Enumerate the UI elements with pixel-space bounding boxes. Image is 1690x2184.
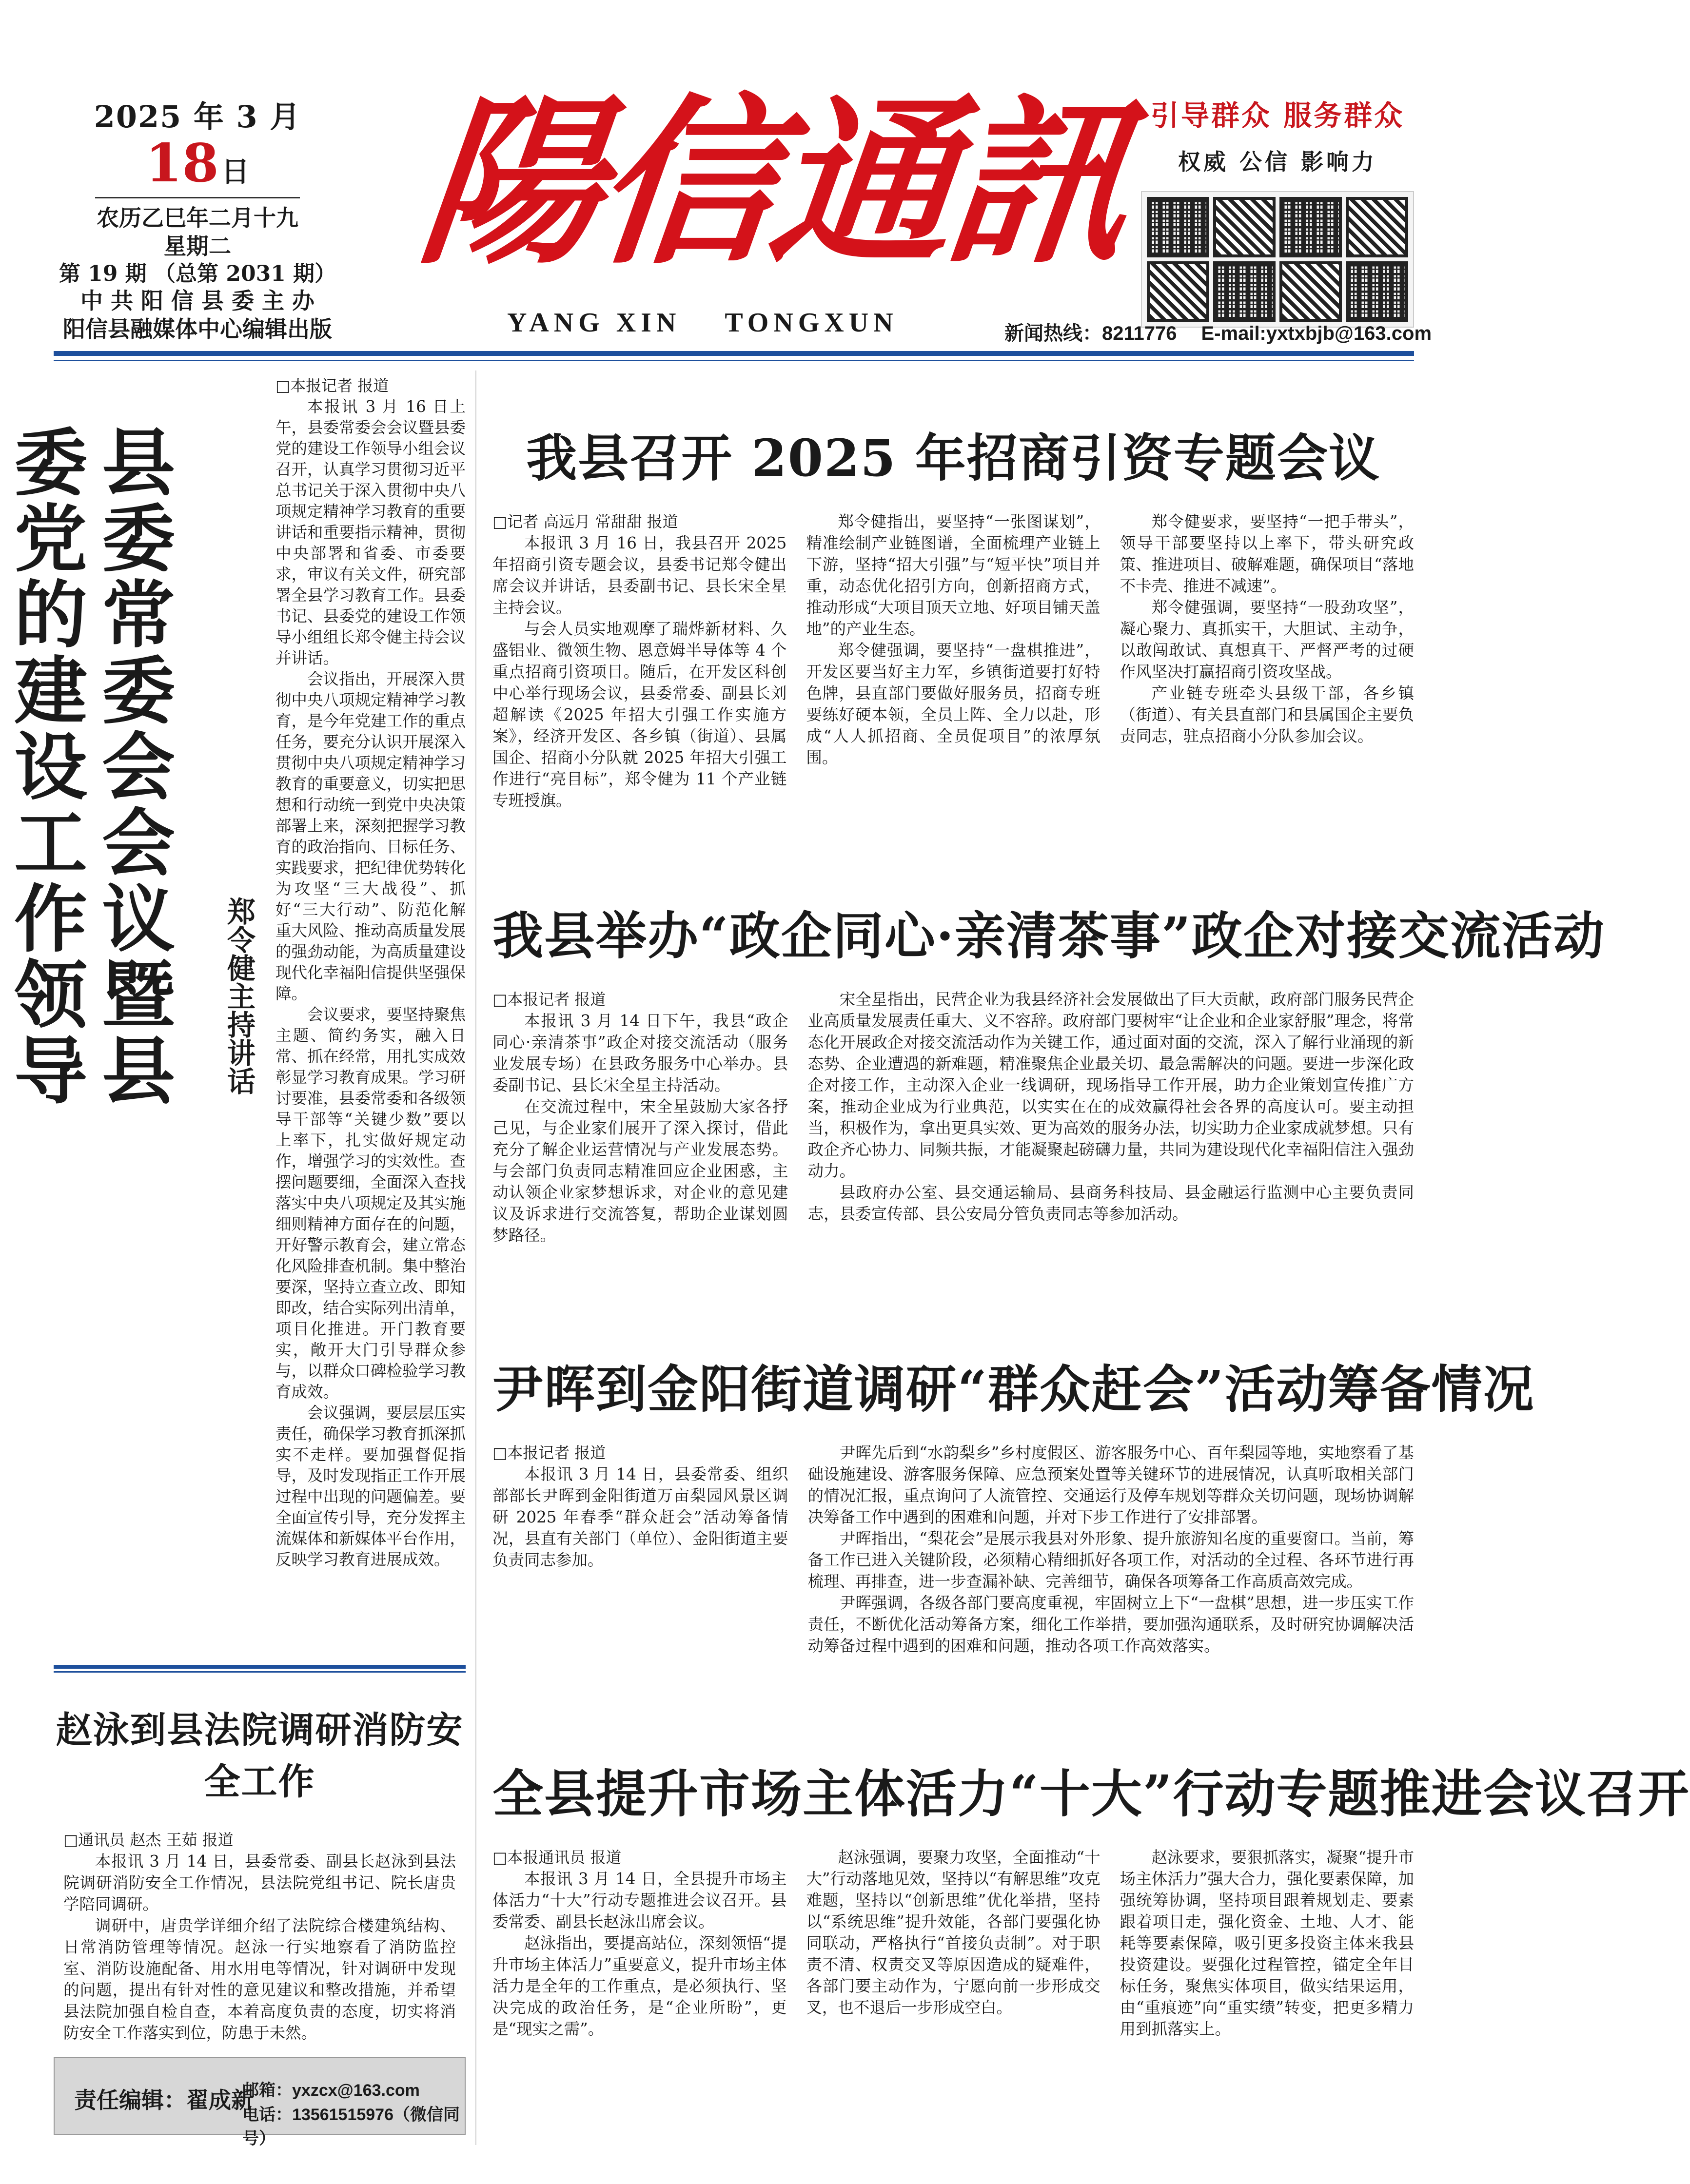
article-headline[interactable]: 尹晖到金阳街道调研“群众赶会”活动筹备情况 bbox=[492, 1359, 1535, 1419]
article-byline: □本报通讯员 报道 bbox=[492, 1848, 622, 1867]
section-divider bbox=[54, 1665, 466, 1669]
date-divider bbox=[95, 197, 300, 198]
article-byline: □记者 高远月 常甜甜 报道 bbox=[492, 512, 678, 531]
qr-code-icon[interactable] bbox=[1147, 261, 1209, 322]
qr-code-panel bbox=[1141, 191, 1414, 328]
article-paragraph: 郑令健强调，要坚持“一盘棋推进”，开发区要当好主力军，乡镇街道要打好特色牌，县直部门要做好服务员，招商专班要练好硬本领，全员上阵、全力以赴，形成“人人抓招商、全员促项目”的浓厚氛围。 bbox=[806, 641, 1100, 767]
article-fire-safety bbox=[54, 1682, 466, 2044]
editor-in-charge: 责任编辑：翟成新 bbox=[74, 2087, 254, 2113]
article-paragraph: 郑令健要求，要坚持“一把手带头”，领导干部要坚持以上率下，带头研究政策、推进项目、破解难题，确保项目“落地不卡壳、推进不减速”。 bbox=[1120, 512, 1414, 595]
slogan-secondary: 权威 公信 影响力 bbox=[1178, 149, 1377, 175]
article-paragraph: 本报讯 3 月 14 日下午，我县“政企同心·亲清茶事”政企对接交流活动（服务业发展专场）在县政务服务中心举办。县委副书记、县长宋全星主持活动。 bbox=[492, 1011, 788, 1094]
qr-code-icon[interactable] bbox=[1346, 197, 1408, 257]
article-column bbox=[1120, 511, 1414, 811]
masthead-rule bbox=[54, 351, 1414, 356]
editor-email[interactable]: 邮箱：yxzcx@163.com bbox=[242, 2081, 420, 2100]
article-paragraph: 本报讯 3 月 14 日，全县提升市场主体活力“十大”行动专题推进会议召开。县委常委、副县长赵泳出席会议。 bbox=[492, 1869, 787, 1931]
article-headline[interactable]: 全县提升市场主体活力“十大”行动专题推进会议召开 bbox=[492, 1764, 1690, 1824]
article-column bbox=[1120, 1847, 1414, 2040]
lead-paragraph: 会议要求，要坚持聚焦主题、简约务实，融入日常、抓在经常，用扎实成效彰显学习教育成果。学习研讨要准，县委常委和各级领导干部等“关键少数”要以上率下，扎实做好规定动作，增强学习的实效性。查摆问题要细，全面深入查找落实中央八项规定及其实施细则精神方面存在的问题，开好警示教育会，建立常态化风险排查机制。集中整治要深，坚持立查立改、即知即改，结合实际列出清单，项目化推进。开门教育要实，敞开大门引导群众参与，以群众口碑检验学习教育成效。 bbox=[275, 1005, 466, 1401]
pinyin-part-1: YANG XIN bbox=[507, 308, 681, 338]
publisher-line-1: 中 共 阳 信 县 委 主 办 bbox=[80, 288, 315, 314]
article-paragraph: 尹晖指出，“梨花会”是展示我县对外形象、提升旅游知名度的重要窗口。当前，筹备工作已进入关键阶段，必须精心精细抓好各项工作，对活动的全过程、各环节进行再梳理、再排查，进一步查漏补缺、完善细节，确保各项筹备工作高质高效完成。 bbox=[807, 1529, 1414, 1591]
issue-number: 第 19 期 （总第 2031 期） bbox=[59, 261, 336, 287]
weekday: 星期二 bbox=[164, 233, 231, 259]
news-hotline: 新闻热线：8211776 bbox=[1004, 323, 1177, 344]
article-byline: □本报记者 报道 bbox=[492, 990, 606, 1009]
article-paragraph: 赵泳要求，要狠抓落实，凝聚“提升市场主体活力”强大合力，强化要素保障，加强统筹协调，坚持项目跟着规划走、要素跟着项目走，强化资金、土地、人才、能耗等要素保障，吸引更多投资主体来我县投资建设。要强化过程管控，锚定全年目标任务，聚焦实体项目，做实结果运用，由“重痕迹”向“重实绩”转变，把更多精力用到抓落实上。 bbox=[1120, 1848, 1414, 2038]
qr-code-icon[interactable] bbox=[1213, 197, 1276, 257]
date-day-line bbox=[54, 133, 341, 194]
contact-line bbox=[1004, 318, 1432, 346]
lunar-date: 农历乙巳年二月十九 bbox=[97, 205, 298, 232]
newspaper-pinyin bbox=[507, 307, 942, 338]
lead-article bbox=[1, 370, 466, 1569]
article-event-preparation bbox=[492, 1359, 1535, 1657]
column-divider bbox=[475, 370, 476, 2145]
article-business-exchange bbox=[492, 906, 1605, 1246]
lead-body bbox=[275, 375, 466, 1570]
article-paragraph: 赵泳强调，要聚力攻坚，全面推动“十大”行动落地见效，坚持以“有解思维”攻克难题，坚持以“创新思维”优化举措，坚持以“系统思维”提升效能，各部门要强化协同联动，严格执行“首接负责制”。对于职责不清、权责交叉等原因造成的疑难件，各部门要主动作为，宁愿向前一步形成交叉，也不退后一步形成空白。 bbox=[806, 1848, 1100, 2017]
lead-paragraph: 本报讯 3 月 16 日上午，县委常委会会议暨县委党的建设工作领导小组会议召开，认真学习贯彻习近平总书记关于深入贯彻中央八项规定精神学习教育的重要讲话和重要指示精神，贯彻中央部署和省委、市委要求，审议有关文件，研究部署全县学习教育工作。县委书记、县委党的建设工作领导小组组长郑令健主持会议并讲话。 bbox=[275, 397, 466, 667]
article-column-wide bbox=[808, 989, 1414, 1246]
date-block bbox=[54, 93, 341, 343]
article-investment-meeting bbox=[492, 429, 1414, 811]
date-day: 18 bbox=[145, 133, 219, 194]
qr-code-icon[interactable] bbox=[1279, 261, 1342, 322]
article-paragraph: 调研中，唐贵学详细介绍了法院综合楼建筑结构、日常消防管理等情况。赵泳一行实地察看了消防监控室、消防设施配备、用水用电等情况，针对调研中发现的问题，提出有针对性的意见建议和整改措施，并希望县法院加强自检自查，本着高度负责的态度，切实将消防安全工作落实到位，防患于未然。 bbox=[63, 1916, 456, 2042]
slogan-primary: 引导群众 服务群众 bbox=[1150, 99, 1405, 132]
masthead-rule-thin bbox=[54, 360, 1414, 361]
slogan-block bbox=[1141, 93, 1414, 328]
article-paragraph: 与会人员实地观摩了瑞烨新材料、久盛铝业、微领生物、恩意姆半导体等 4 个重点招商引资项目。随后，在开发区科创中心举行现场会议，县委常委、副县长刘超解读《2025 年招大引强工作实施方案》，经济开发区、各乡镇（街道）、县属国企、招商小分队就 2025 年招大引强工作进行“亮目标”，郑令健为 11 个产业链专班授旗。 bbox=[492, 619, 787, 810]
qr-code-icon[interactable] bbox=[1346, 261, 1408, 322]
pinyin-part-2: TONGXUN bbox=[725, 308, 898, 338]
article-paragraph: 在交流过程中，宋全星鼓励大家各抒己见，与企业家们展开了深入探讨，借此充分了解企业运营情况与产业发展态势。与会部门负责同志精准回应企业困惑，主动认领企业家梦想诉求，对企业的意见建议及诉求进行交流答复，帮助企业谋划圆梦路径。 bbox=[492, 1097, 788, 1245]
article-paragraph: 本报讯 3 月 14 日，县委常委、组织部部长尹晖到金阳街道万亩梨园风景区调研 2025 年春季“群众赶会”活动筹备情况，县直有关部门（单位）、金阳街道主要负责同志参加。 bbox=[492, 1464, 788, 1569]
newspaper-title: 陽信通訊 bbox=[411, 77, 1135, 289]
editor-phone: 电话：13561515976（微信同号） bbox=[242, 2106, 460, 2148]
article-paragraph: 县政府办公室、县交通运输局、县商务科技局、县金融运行监测中心主要负责同志，县委宣传部、县公安局分管负责同志等参加活动。 bbox=[807, 1183, 1414, 1223]
article-body bbox=[54, 1829, 466, 2044]
article-paragraph: 尹晖强调，各级各部门要高度重视，牢固树立上下“一盘棋”思想，进一步压实工作责任，不断优化活动筹备方案，细化工作举措，要加强沟通联系，及时研究协调解决活动筹备过程中遇到的困难和问题，推动各项工作高效落实。 bbox=[807, 1593, 1414, 1655]
article-columns bbox=[492, 1442, 1414, 1657]
qr-code-icon[interactable] bbox=[1213, 261, 1276, 322]
article-byline: □本报记者 报道 bbox=[492, 1443, 606, 1462]
lead-headline[interactable]: 县委常委会会议暨县委党的建设工作领导 bbox=[1, 424, 174, 1109]
article-paragraph: 尹晖先后到“水韵梨乡”乡村度假区、游客服务中心、百年梨园等地，实地察看了基础设施建设、游客服务保障、应急预案处置等关键环节的进展情况，认真听取相关部门的情况汇报，重点询问了人流管控、交通运行及停车规划等群众关切问题，现场协调解决筹备工作中遇到的困难和问题，并对下步工作进行了安排部署。 bbox=[807, 1443, 1414, 1526]
article-paragraph: 赵泳指出，要提高站位，深刻领悟“提升市场主体活力”重要意义，提升市场主体活力是全年的工作重点，是必须执行、坚决完成的政治任务，是“企业所盼”，更是“现实之需”。 bbox=[492, 1933, 787, 2038]
qr-code-icon[interactable] bbox=[1147, 197, 1209, 257]
article-market-vitality bbox=[492, 1764, 1690, 2040]
article-paragraph: 本报讯 3 月 14 日，县委常委、副县长赵泳到县法院调研消防安全工作情况，县法院党组书记、院长唐贵学陪同调研。 bbox=[63, 1852, 456, 1913]
article-paragraph: 产业链专班牵头县级干部，各乡镇（街道）、有关县直部门和县属国企主要负责同志，驻点招商小分队参加会议。 bbox=[1120, 683, 1414, 745]
article-columns bbox=[492, 511, 1414, 811]
article-column-wide bbox=[808, 1442, 1414, 1657]
article-paragraph: 宋全星指出，民营企业为我县经济社会发展做出了巨大贡献，政府部门服务民营企业高质量发展责任重大、义不容辞。政府部门要树牢“让企业和企业家舒服”理念，将常态化开展政企对接交流活动作为关键工作，通过面对面的交流，深入了解行业涌现的新态势、企业遭遇的新难题，精准聚焦企业最关切、最急需解决的问题。要进一步深化政企对接工作，主动深入企业一线调研，现场指导工作开展，助力企业策划宣传推广方案，推动企业成为行业典范，以实实在在的成效赢得社会各界的高度认可。要主动担当，积极作为，拿出更具实效、更为高效的服务办法，切实助力企业家成就梦想。只有政企齐心协力、同频共振，才能凝聚起磅礴力量，共同为建设现代化幸福阳信注入强劲动力。 bbox=[807, 990, 1414, 1180]
article-paragraph: 本报讯 3 月 16 日，我县召开 2025 年招商引资专题会议，县委书记郑令健出席会议并讲话，县委副书记、县长宋全星主持会议。 bbox=[492, 533, 787, 617]
article-column bbox=[492, 511, 786, 811]
lead-subheadline: 郑令健主持讲话 bbox=[222, 897, 255, 1095]
qr-code-icon[interactable] bbox=[1279, 197, 1342, 257]
article-columns bbox=[492, 1847, 1414, 2040]
article-headline[interactable]: 我县召开 2025 年招商引资专题会议 bbox=[526, 428, 1380, 488]
lead-paragraph: 会议指出，开展深入贯彻中央八项规定精神学习教育，是今年党建工作的重点任务，要充分认识开展深入贯彻中央八项规定精神学习教育的重要意义，切实把思想和行动统一到党中央决策部署上来，深刻把握学习教育的政治指向、目标任务、实践要求，把纪律优势转化为攻坚“三大战役”、抓好“三大行动”、防范化解重大风险、推动高质量发展的强劲动能，为高质量建设现代化幸福阳信提供坚强保障。 bbox=[275, 670, 466, 1003]
article-column bbox=[492, 1442, 788, 1657]
article-column bbox=[492, 989, 788, 1246]
email-address[interactable]: E-mail:yxtxbjb@163.com bbox=[1201, 323, 1432, 344]
article-column bbox=[806, 511, 1100, 811]
article-paragraph: 郑令健指出，要坚持“一张图谋划”，精准绘制产业链图谱，全面梳理产业链上下游，坚持“招大引强”与“短平快”项目并重，动态优化招引方向，创新招商方式，推动形成“大项目顶天立地、好项目铺天盖地”的产业生态。 bbox=[806, 512, 1100, 638]
date-year-month: 2025 年 3 月 bbox=[94, 99, 301, 135]
lead-paragraph: 会议强调，要层层压实责任，确保学习教育抓深抓实不走样。要加强督促指导，及时发现指正工作开展过程中出现的问题偏差。要全面宣传引导，充分发挥主流媒体和新媒体平台作用，反映学习教育进展成效。 bbox=[275, 1404, 466, 1569]
article-columns bbox=[492, 989, 1414, 1246]
article-paragraph: 郑令健强调，要坚持“一股劲攻坚”，凝心聚力、真抓实干，大胆试、主动争，以敢闯敢试、真想真干、严督严考的过硬作风坚决打赢招商引资攻坚战。 bbox=[1120, 598, 1414, 681]
article-headline[interactable]: 赵泳到县法院调研消防安全工作 bbox=[56, 1709, 464, 1803]
editor-info-box bbox=[54, 2057, 466, 2148]
article-column bbox=[806, 1847, 1100, 2040]
lead-byline: □本报记者 报道 bbox=[275, 376, 389, 395]
article-column bbox=[492, 1847, 786, 2040]
publisher-line-2: 阳信县融媒体中心编辑出版 bbox=[63, 315, 332, 342]
article-headline[interactable]: 我县举办“政企同心·亲清茶事”政企对接交流活动 bbox=[492, 906, 1605, 966]
section-divider-thin bbox=[54, 1671, 466, 1673]
newspaper-logo bbox=[411, 68, 1135, 302]
article-byline: □通讯员 赵杰 王茹 报道 bbox=[63, 1831, 234, 1849]
date-day-unit: 日 bbox=[221, 155, 250, 188]
